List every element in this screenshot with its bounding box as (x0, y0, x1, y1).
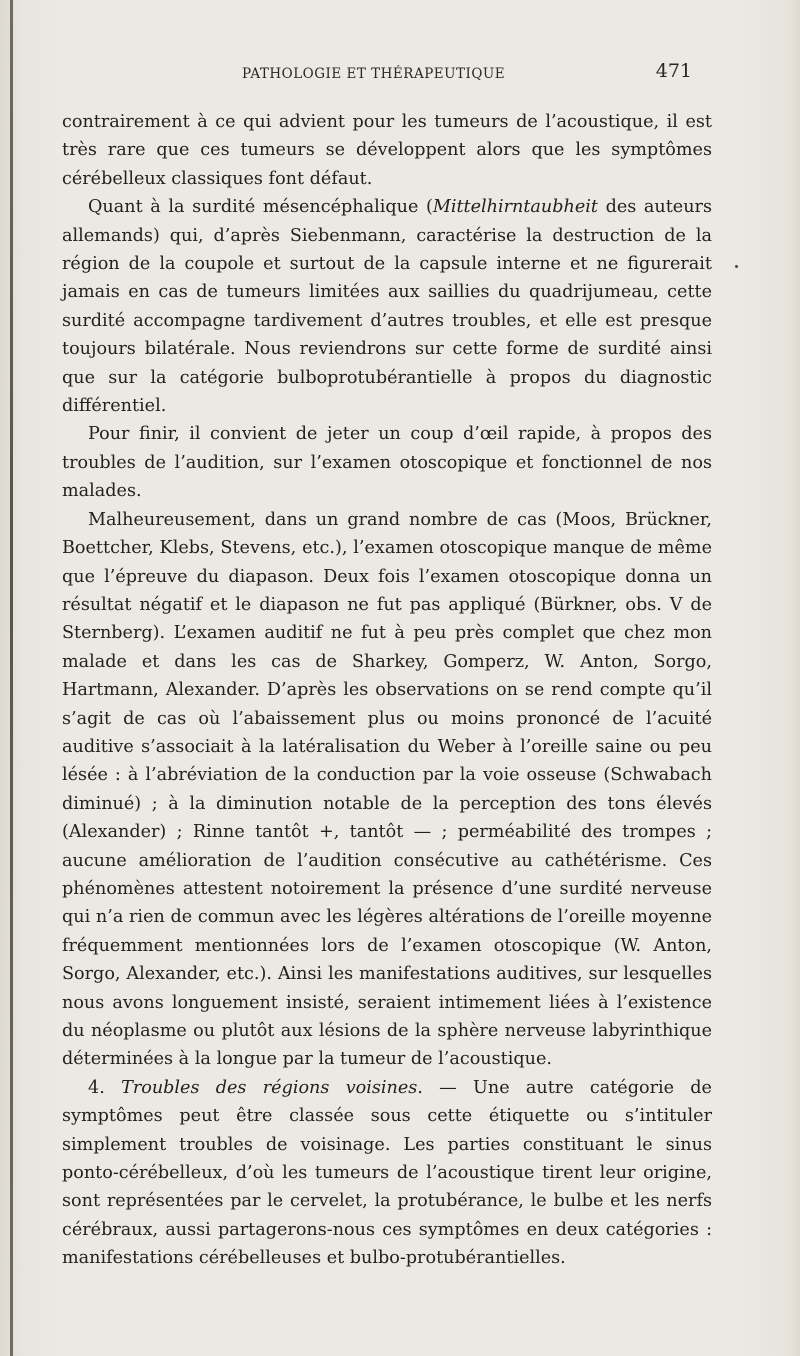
paragraph-1: contrairement à ce qui advient pour les tumeurs de l’acoustique, il est très rare que ces tumeurs se développent alors que les symptômes cérébelleux classiques font défaut. (62, 112, 712, 189)
page-number: 471 (655, 60, 692, 82)
section-number: 4. (88, 1077, 122, 1098)
running-title: PATHOLOGIE ET THÉRAPEUTIQUE (242, 66, 506, 82)
section-heading: Troubles des régions voisines. (121, 1077, 423, 1098)
paragraph-2-start: Quant à la surdité mésencéphalique ( (88, 197, 433, 218)
binding-edge (10, 0, 13, 1356)
paragraph-4: Malheureusement, dans un grand nombre de cas (Moos, Brückner, Boettcher, Klebs, Stevens, etc.), l’examen otoscopique manque de même que l’épreuve du diapason. Deux fois l’examen otoscopique donna un résultat négatif et le diapason ne fut pas appliqué (Bürkner, obs. V de Sternberg). L’examen auditif ne fut à peu près complet que chez mon malade et dans les cas de Sharkey, Gomperz, W. Anton, Sorgo, Hartmann, Alexander. D’après les observations on se rend compte qu’il s’agit de cas où l’abaissement plus ou moins prononcé de l’acuité auditive s’associait à la latéralisation du Weber à l’oreille saine ou peu lésée : à l’abréviation de la conduction par la voie osseuse (Schwabach diminué) ; à la diminution notable de la perception des tons élevés (Alexander) ; Rinne tantôt +, tantôt — ; perméabilité des trompes ; aucune amélioration de l’audition consécutive au cathétérisme. Ces phénomènes attestent notoirement la présence d’une surdité nerveuse qui n’a rien de commun avec les légères altérations de l’oreille moyenne fréquemment mentionnées lors de l’examen otoscopique (W. Anton, Sorgo, Alexander, etc.). Ainsi les manifestations auditives, sur lesquelles nous avons longuement insisté, seraient intimement liées à l’existence du néoplasme ou plutôt aux lésions de la sphère nerveuse labyrinthique déterminées à la longue par la tumeur de l’acoustique. (62, 509, 712, 1070)
page-header (242, 60, 692, 92)
paragraph-5 (62, 1074, 712, 1273)
body-text (62, 108, 712, 1273)
print-speck (735, 265, 738, 268)
paragraph-2-rest: des auteurs allemands) qui, d’après Siebenmann, caractérise la destruction de la région de la coupole et surtout de la capsule interne et ne figurerait jamais en cas de tumeurs limitées aux saillies du quadrijumeau, cette surdité accompagne tardivement d’autres troubles, et elle est presque toujours bilatérale. Nous reviendrons sur cette forme de surdité ainsi que sur la catégorie bulboprotubérantielle à propos du diagnostic différentiel. (62, 197, 712, 417)
german-term: Mittelhirntaubheit (432, 197, 598, 218)
paragraph-3: Pour finir, il convient de jeter un coup d’œil rapide, à propos des troubles de l’audition, sur l’examen otoscopique et fonctionnel de nos malades. (62, 424, 712, 502)
paragraph-2 (62, 193, 712, 420)
paragraph-5-rest: — Une autre catégorie de symptômes peut être classée sous cette étiquette ou s’intituler simplement troubles de voisinage. Les parties constituant le sinus ponto-cérébelleux, d’où les tumeurs de l’acoustique tirent leur origine, sont représentées par le cervelet, la protubérance, le bulbe et les nerfs cérébraux, aussi partagerons-nous ces symptômes en deux catégories : manifestations cérébelleuses et bulbo-protubérantielles. (62, 1077, 712, 1269)
